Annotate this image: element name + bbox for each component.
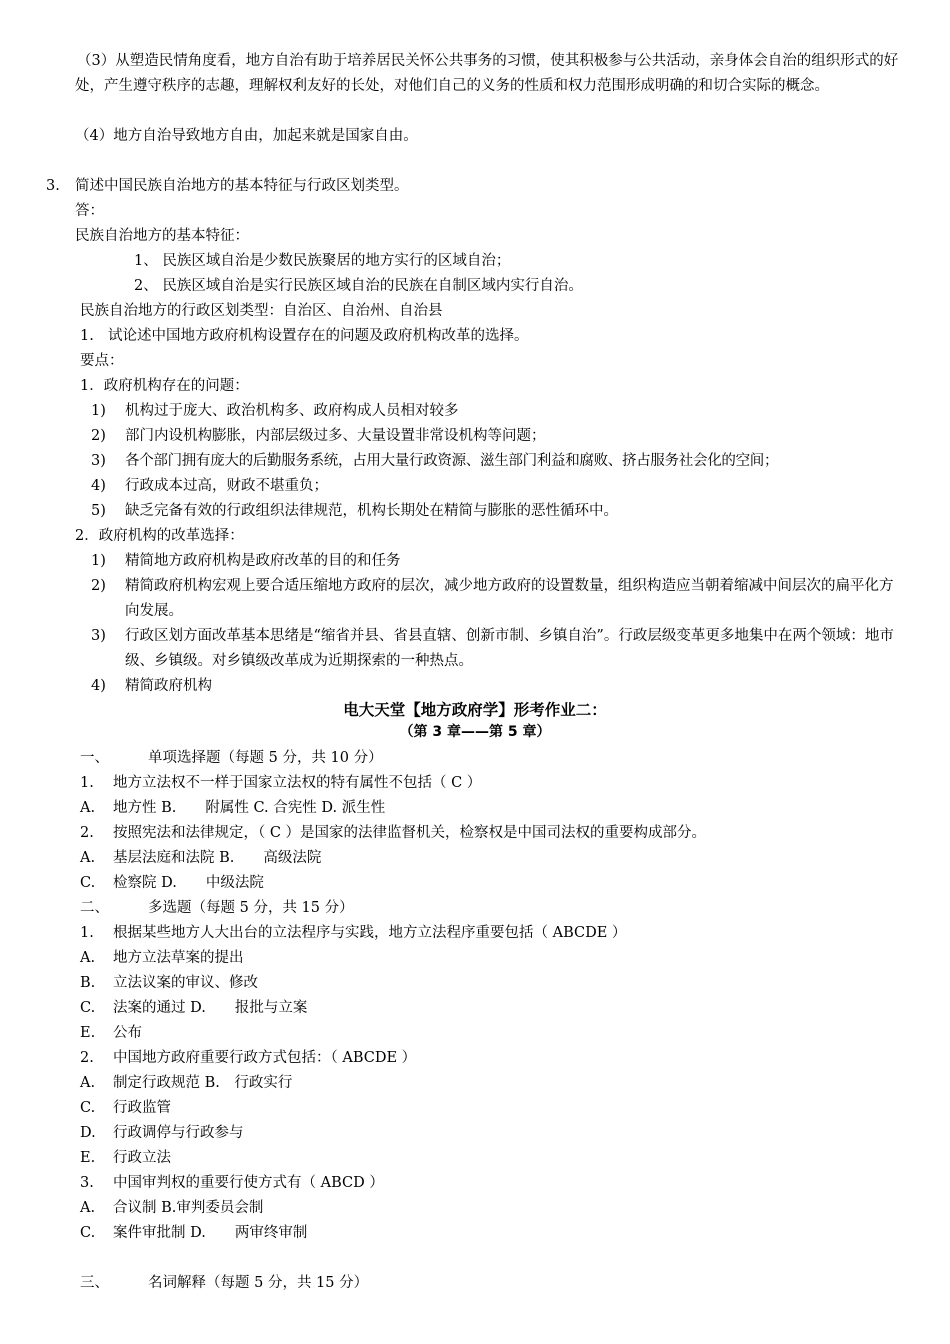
list-item-text: 基层法庭和法院 B. 高级法院	[113, 850, 322, 866]
list-item-text: 中国审判权的重要行使方式有（ ABCD ）	[113, 1175, 384, 1191]
list-item-text: 精简政府机构	[125, 678, 212, 694]
list-item-text: 行政区划方面改革基本思绪是“缩省并县、省县直辖、创新市制、乡镇自治”。行政层级变革更多地集中在两个领域：地市级、乡镇级。对乡镇级改革成为近期探索的一种热点。	[125, 628, 894, 669]
list-item: C.	[80, 1100, 96, 1116]
list-item: 1.	[80, 925, 94, 941]
list-item: 2.	[80, 1050, 94, 1066]
list-item-text: 按照宪法和法律规定，（ C ）是国家的法律监督机关，检察权是中国司法权的重要构成部分。	[113, 825, 707, 841]
list-item-text: 中国地方政府重要行政方式包括：（ ABCDE ）	[113, 1050, 417, 1066]
list-item-text: 地方性 B. 附属性 C. 合宪性 D. 派生性	[113, 800, 386, 816]
list-item: A.	[80, 1200, 96, 1216]
list-item-text: 公布	[113, 1025, 142, 1041]
key-points-label: 要点：	[80, 353, 124, 369]
list-item-text: 缺乏完备有效的行政组织法律规范，机构长期处在精简与膨胀的恶性循环中。	[125, 503, 618, 519]
question-1-number: 1.	[80, 328, 94, 344]
list-item-text: 制定行政规范 B. 行政实行	[113, 1075, 293, 1091]
list-item: A.	[80, 850, 96, 866]
list-item: 3)	[91, 453, 106, 469]
section-one-number: 一、	[80, 750, 109, 766]
section-title: 电大天堂【地方政府学】形考作业二：	[343, 701, 607, 719]
list-item: 4)	[91, 478, 106, 494]
list-item: 1)	[91, 403, 106, 419]
list-item-text: 各个部门拥有庞大的后勤服务系统，占用大量行政资源、滋生部门利益和腐败、挤占服务社会化的空间；	[125, 453, 779, 469]
list-item: B.	[80, 975, 96, 991]
list-item-text: 案件审批制 D. 两审终审制	[113, 1225, 308, 1241]
list-item-text: 行政监管	[113, 1100, 171, 1116]
list-item: 2)	[91, 578, 106, 594]
list-item-text: 部门内设机构膨胀，内部层级过多、大量设置非常设机构等问题；	[125, 428, 546, 444]
problems-heading: 1．政府机构存在的问题：	[80, 378, 249, 394]
section-two-number: 二、	[80, 900, 109, 916]
feature-item: 2、 民族区域自治是实行民族区域自治的民族在自制区域内实行自治。	[134, 278, 583, 294]
section-one-heading: 单项选择题（每题 5 分，共 10 分）	[148, 750, 383, 766]
list-item: 2)	[91, 428, 106, 444]
list-item-text: 行政立法	[113, 1150, 171, 1166]
list-item: D.	[80, 1125, 96, 1141]
section-subtitle: （第 3 章——第 5 章）	[399, 724, 551, 740]
list-item: C.	[80, 875, 96, 891]
reform-heading: 2．政府机构的改革选择：	[75, 528, 244, 544]
list-item: A.	[80, 1075, 96, 1091]
list-item: A.	[80, 800, 96, 816]
list-item: E.	[80, 1025, 96, 1041]
list-item-text: 机构过于庞大、政治机构多、政府构成人员相对较多	[125, 403, 459, 419]
answer-label: 答：	[75, 203, 104, 219]
list-item: E.	[80, 1150, 96, 1166]
list-item-text: 检察院 D. 中级法院	[113, 875, 264, 891]
list-item: 3)	[91, 628, 106, 644]
list-item-text: 行政成本过高，财政不堪重负；	[125, 478, 328, 494]
list-item-text: 合议制 B.审判委员会制	[113, 1200, 264, 1216]
question-3: 3.	[46, 178, 60, 194]
list-item: 4)	[91, 678, 106, 694]
list-item: 2.	[80, 825, 94, 841]
paragraph-3	[75, 49, 907, 99]
question-1-text: 试论述中国地方政府机构设置存在的问题及政府机构改革的选择。	[108, 328, 529, 344]
paragraph-4: （4）地方自治导致地方自由，加起来就是国家自由。	[75, 128, 418, 144]
list-item-text: 行政调停与行政参与	[113, 1125, 244, 1141]
list-item-text: 精简地方政府机构是政府改革的目的和任务	[125, 553, 401, 569]
list-item: 3.	[80, 1175, 94, 1191]
list-item: A.	[80, 950, 96, 966]
section-two-heading: 多选题（每题 5 分，共 15 分）	[148, 900, 354, 916]
section-three-heading: 名词解释（每题 5 分，共 15 分）	[148, 1275, 369, 1291]
list-item-text: 地方立法草案的提出	[113, 950, 244, 966]
types-line: 民族自治地方的行政区划类型：自治区、自治州、自治县	[80, 303, 443, 319]
list-item: 1)	[91, 553, 106, 569]
paragraph-3-text: （3）从塑造民情角度看，地方自治有助于培养居民关怀公共事务的习惯，使其积极参与公共活动，亲身体会自治的组织形式的好处，产生遵守秩序的志趣，理解权利友好的长处，对他们自己的义务的性质和权力范围形成明确的和切合实际的概念。	[75, 53, 899, 94]
question-3-text: 简述中国民族自治地方的基本特征与行政区划类型。	[75, 178, 409, 194]
list-item-text: 根据某些地方人大出台的立法程序与实践，地方立法程序重要包括（ ABCDE ）	[113, 925, 627, 941]
list-item: 1.	[80, 775, 94, 791]
list-item-text: 精简政府机构宏观上要合适压缩地方政府的层次，减少地方政府的设置数量，组织构造应当朝着缩减中间层次的扁平化方向发展。	[125, 578, 894, 619]
list-item: C.	[80, 1225, 96, 1241]
feature-item: 1、 民族区域自治是少数民族聚居的地方实行的区域自治；	[134, 253, 511, 269]
section-three-number: 三、	[80, 1275, 109, 1291]
list-item-text: 立法议案的审议、修改	[113, 975, 258, 991]
list-item: 5)	[91, 503, 106, 519]
list-item-text: 法案的通过 D. 报批与立案	[113, 1000, 308, 1016]
list-item: C.	[80, 1000, 96, 1016]
list-item-text: 地方立法权不一样于国家立法权的特有属性不包括（ C ）	[113, 775, 482, 791]
features-heading: 民族自治地方的基本特征：	[75, 228, 249, 244]
